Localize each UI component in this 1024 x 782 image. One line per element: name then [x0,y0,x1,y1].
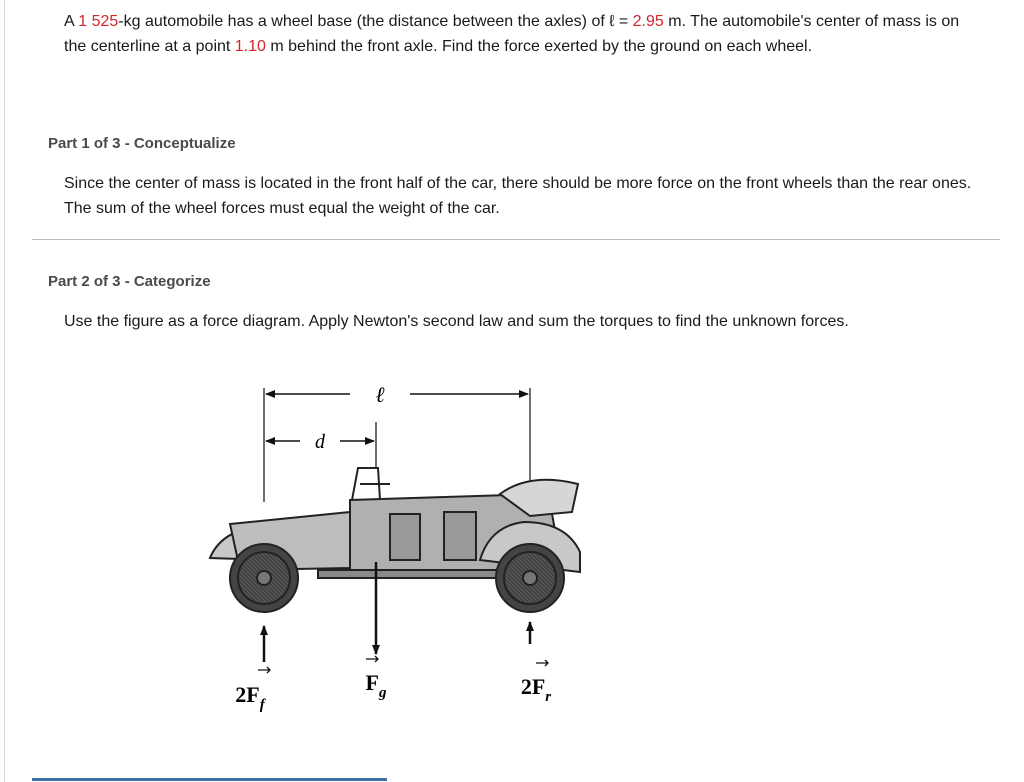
rear-force-vector-mark [536,660,548,666]
force-diagram-figure [200,372,600,722]
section-divider [32,239,1000,240]
mass-value: 1 525 [78,13,119,30]
problem-text-1: A [64,13,79,30]
part1-heading: Part 1 of 3 - Conceptualize [48,135,236,152]
wheelbase-value: 2.95 [632,13,664,30]
part2-text: Use the figure as a force diagram. Apply Newton's second law and sum the torques to find the unknown forces. [64,313,849,330]
problem-statement [64,9,964,59]
d-label: d [315,431,325,453]
car-illustration [210,468,580,612]
wheelbase-label: ℓ [375,382,385,407]
part2-heading: Part 2 of 3 - Categorize [48,273,211,290]
weight-force-label: $F_g$ [365,670,387,701]
front-force-vector-mark [258,667,270,673]
problem-text-3: m. The automobile's center of mass is on the centerline at a point [64,13,960,55]
bottom-accent-bar [32,778,387,781]
problem-text-2: -kg automobile has a wheel base (the distance between the axles) of ℓ = [118,13,633,30]
front-force-label: $2F_f$ [235,682,265,713]
problem-text-4: m behind the front axle. Find the force exerted by the ground on each wheel. [265,38,813,55]
left-border [4,0,5,782]
weight-vector-mark [366,656,378,662]
cm-distance-value: 1.10 [234,38,266,55]
part1-text: Since the center of mass is located in the front half of the car, there should be more force on the front wheels than the rear ones. The sum of the wheel forces must equal the weight of the car. [64,175,972,217]
rear-force-label: $2F_r$ [520,674,552,705]
